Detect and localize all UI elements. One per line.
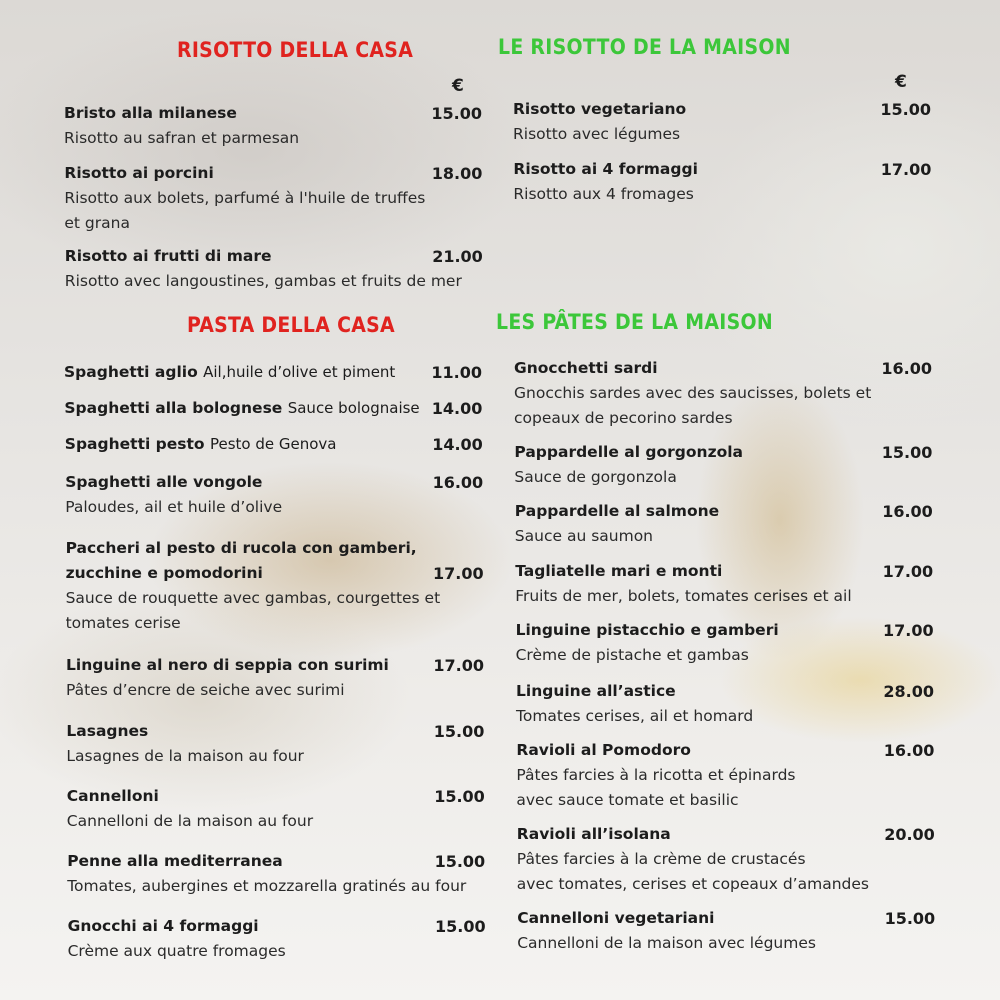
menu-item-price: 14.00 [432,435,483,454]
menu-item-name: Linguine al nero di seppia con surimi [66,656,389,674]
menu-item-price: 28.00 [883,682,934,701]
menu-item-description: tomates cerise [65,614,181,632]
menu-item-price: 15.00 [880,100,931,119]
menu-item [64,101,482,151]
menu-item-description: Risotto aux 4 fromages [513,185,694,203]
menu-item [64,396,482,421]
menu-item-description: Gnocchis sardes avec des saucisses, bolets et [514,384,872,402]
menu-item-name: Cannelloni vegetariani [517,909,715,927]
menu-item-block [68,914,486,939]
menu-item-name-line2: zucchine e pomodorini [65,564,263,582]
menu-item-description: Paloudes, ail et huile d’olive [65,498,283,516]
menu-item [66,719,484,769]
menu-item-description: Sauce au saumon [514,527,653,545]
pasta-title-italian: PASTA DELLA CASA [187,313,395,337]
menu-item [517,822,935,897]
menu-item-block [64,101,482,126]
menu-item-block [64,396,482,421]
menu-item-description: Tomates cerises, ail et homard [516,707,754,725]
menu-item-block [515,559,933,584]
menu-item [66,653,484,703]
pasta-title-french: LES PÂTES DE LA MAISON [496,310,773,334]
menu-item [514,356,932,431]
menu-item-block [517,906,935,931]
menu-item-name: Lasagnes [66,722,149,740]
menu-item-price: 14.00 [431,399,483,418]
menu-item-description: Sauce de gorgonzola [514,468,677,486]
menu-item [516,618,934,668]
menu-item [516,679,934,729]
menu-item-description: Risotto aux bolets, parfumé à l'huile de truffes [64,189,426,207]
menu-item-block [514,356,932,381]
menu-item-price: 17.00 [432,564,484,583]
menu-item-price: 15.00 [881,443,933,462]
risotto-title-french: LE RISOTTO DE LA MAISON [498,35,791,59]
menu-item-description: Cannelloni de la maison au four [66,812,314,830]
menu-item-price: 21.00 [432,247,483,266]
menu-item-price: 15.00 [434,852,486,871]
menu-item-block [67,784,485,809]
menu-item-block [65,470,483,495]
menu-item-block [514,440,932,465]
menu-item-name: Risotto vegetariano [513,100,687,118]
menu-item-price: 20.00 [884,825,935,844]
menu-item-price: 16.00 [432,473,484,492]
menu-item [66,536,484,636]
menu-item-block [517,822,935,847]
menu-item-name: Risotto ai 4 formaggi [513,160,698,178]
menu-item [65,470,483,520]
menu-item-description: et grana [64,214,130,232]
menu-item-block [66,653,484,678]
menu-item-price: 15.00 [434,917,486,936]
menu-item-block [515,499,933,524]
menu-item-description: Sauce de rouquette avec gambas, courgettes et [65,589,441,607]
menu-item-description: Risotto avec langoustines, gambas et fruits de mer [64,272,462,290]
menu-item-price: 18.00 [431,164,483,183]
menu-item-description: Pâtes d’encre de seiche avec surimi [66,681,345,699]
menu-item-name: Tagliatelle mari e monti [515,562,723,580]
menu-item [68,914,486,964]
menu-item [65,244,483,294]
menu-item [517,906,935,956]
menu-item-block [66,536,484,561]
menu-item-price: 15.00 [434,787,485,806]
menu-item-price: 17.00 [882,621,934,640]
menu-item-inline-description: Ail,huile d’olive et piment [203,363,396,381]
menu-item-name: Spaghetti alle vongole [65,473,263,491]
menu-item-description: avec tomates, cerises et copeaux d’amandes [516,875,869,893]
menu-item-price: 16.00 [883,741,935,760]
menu-item-price: 16.00 [882,502,933,521]
menu-item-block [516,738,934,763]
menu-item-price: 17.00 [433,656,484,675]
menu-item-name: Cannelloni [66,787,159,805]
menu-item-price: 17.00 [882,562,934,581]
currency-symbol-right: € [895,72,907,92]
menu-item-price: 17.00 [880,160,932,179]
menu-item-name: Pappardelle al gorgonzola [514,443,744,461]
currency-symbol-left: € [452,76,464,96]
menu-item-name: Risotto ai frutti di mare [64,247,272,265]
menu-item-block [67,849,485,874]
menu-item-name: Bristo alla milanese [64,104,237,122]
menu-item-name: Spaghetti alla bolognese [64,399,283,417]
menu-item-name: Ravioli al Pomodoro [516,741,691,759]
menu-item-name: Penne alla mediterranea [67,852,283,870]
menu-item-name: Gnocchetti sardi [514,359,658,377]
menu-item-inline-description: Sauce bolognaise [287,399,420,417]
menu-item-name: Linguine pistacchio e gamberi [515,621,779,639]
menu-item-block [516,679,934,704]
menu-item-block [64,360,482,385]
menu-item-name: Spaghetti pesto [64,435,205,453]
menu-item-block [513,157,931,182]
menu-item-description: avec sauce tomate et basilic [516,791,739,809]
menu-item-description: Tomates, aubergines et mozzarella gratinés au four [67,877,467,895]
menu-item [515,499,933,549]
menu-item-description: Pâtes farcies à la crème de crustacés [516,850,806,868]
menu-item [513,97,931,147]
menu-item [514,440,932,490]
menu-item [67,849,485,899]
menu-item-price: 11.00 [431,363,482,382]
menu-item-name: Paccheri al pesto di rucola con gamberi, [65,539,417,557]
risotto-title-italian: RISOTTO DELLA CASA [177,38,414,62]
menu-item [64,360,482,385]
menu-item-description: Crème aux quatre fromages [67,942,286,960]
menu-item-description: Pâtes farcies à la ricotta et épinards [516,766,796,784]
menu-item-description: Lasagnes de la maison au four [66,747,304,765]
menu-item-name: Ravioli all’isolana [516,825,671,843]
menu-item-price: 15.00 [433,722,485,741]
menu-item-price: 16.00 [881,359,932,378]
menu-item-block [66,719,484,744]
menu-item-price: 15.00 [884,909,936,928]
menu-item-name: Spaghetti aglio [64,363,198,381]
menu-item [515,559,933,609]
menu-item [65,432,483,457]
menu-item-name: Linguine all’astice [516,682,676,700]
menu-item [516,738,934,813]
menu-item-block [65,432,483,457]
menu-item-name: Gnocchi ai 4 formaggi [67,917,259,935]
menu-item-description: Risotto au safran et parmesan [64,129,300,147]
menu-item [64,161,482,236]
menu-item-description: Crème de pistache et gambas [515,646,749,664]
menu-item-name: Pappardelle al salmone [514,502,720,520]
menu-item-name: Risotto ai porcini [64,164,214,182]
menu-item-block [65,244,483,269]
menu-item [67,784,485,834]
menu-item-price: 15.00 [431,104,482,123]
menu-item [513,157,931,207]
menu-item-block [513,97,931,122]
menu-item-description: Risotto avec légumes [513,125,681,143]
menu-item-block [516,618,934,643]
menu-item-description: Fruits de mer, bolets, tomates cerises et ail [515,587,852,605]
menu-item-block [64,161,482,186]
menu-item-inline-description: Pesto de Genova [209,435,337,453]
menu-item-description: copeaux de pecorino sardes [514,409,733,427]
menu-item-description: Cannelloni de la maison avec légumes [517,934,816,952]
